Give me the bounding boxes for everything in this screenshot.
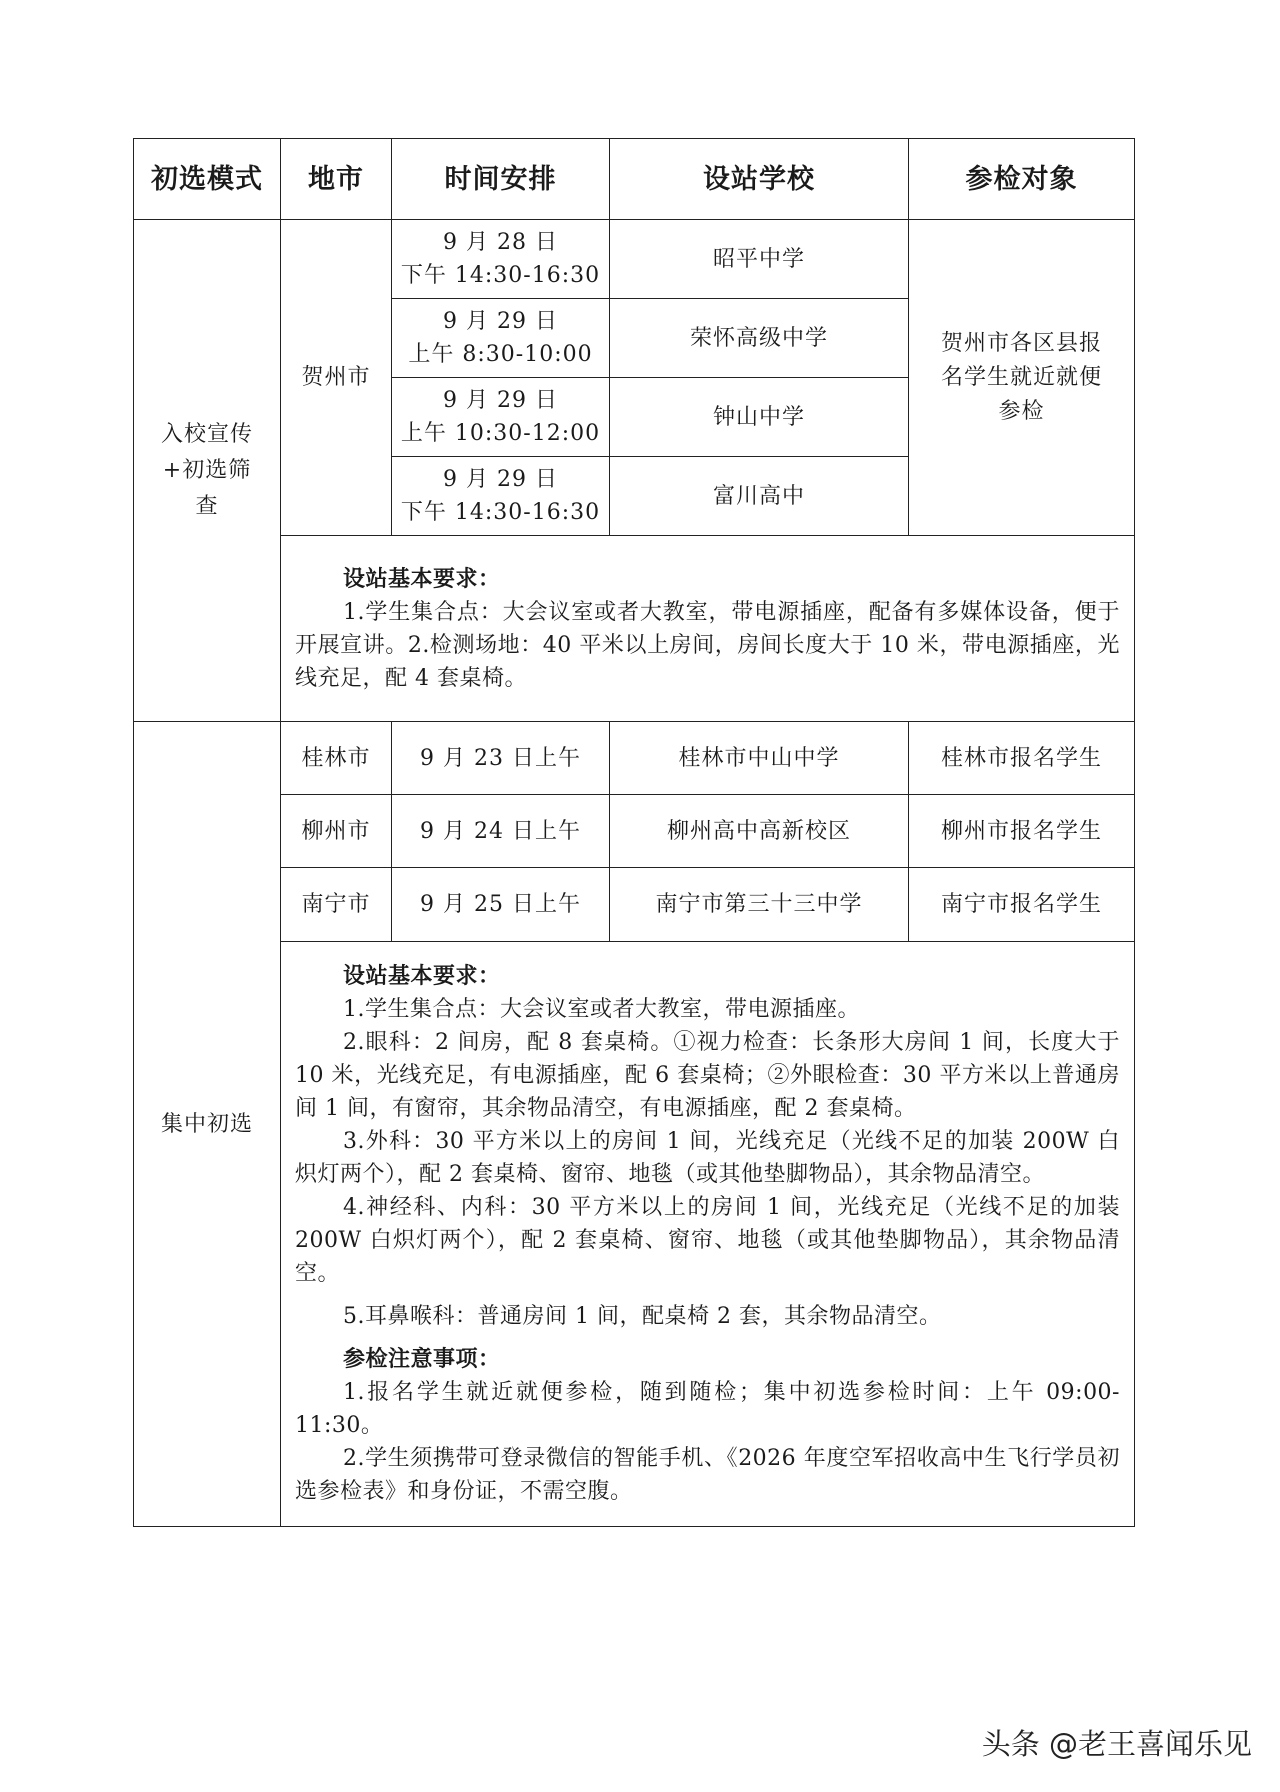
city-cell-hezhou: 贺州市 [281, 220, 392, 536]
schedule-table [133, 138, 1135, 1527]
table-row [134, 722, 1135, 795]
requirements-title: 设站基本要求： [343, 963, 501, 989]
header-school: 设站学校 [610, 139, 909, 220]
requirement-item: 2.眼科：2 间房，配 8 套桌椅。①视力检查：长条形大房间 1 间，长度大于 10 米，光线充足，有电源插座，配 6 套桌椅；②外眼检查：30 平方米以上普通房间 1 间，有窗帘，其余物品清空，有电源插座，配 2 套桌椅。 [295, 1030, 1120, 1121]
notice-item: 1.报名学生就近就便参检，随到随检；集中初选参检时间：上午 09:00-11:30。 [295, 1380, 1120, 1438]
mode-cell-school-visit: 入校宣传+初选筛查 [134, 220, 281, 722]
requirements-title: 设站基本要求： [343, 565, 501, 592]
table-row [134, 942, 1135, 1527]
time-cell: 9 月 24 日上午 [392, 795, 610, 868]
time-cell: 9 月 29 日 上午 8:30-10:00 [392, 299, 610, 378]
watermark: 头条 @老王喜闻乐见 [981, 1727, 1252, 1761]
table-row [134, 868, 1135, 942]
city-cell: 南宁市 [281, 868, 392, 942]
time-cell: 9 月 29 日 下午 14:30-16:30 [392, 457, 610, 536]
mode-cell-centralized: 集中初选 [134, 722, 281, 1527]
table-row [134, 795, 1135, 868]
target-cell: 南宁市报名学生 [909, 868, 1135, 942]
city-cell: 柳州市 [281, 795, 392, 868]
header-row [134, 139, 1135, 220]
notice-title: 参检注意事项： [343, 1346, 501, 1372]
time-cell: 9 月 23 日上午 [392, 722, 610, 795]
header-mode: 初选模式 [134, 139, 281, 220]
header-city: 地市 [281, 139, 392, 220]
school-cell: 桂林市中山中学 [610, 722, 909, 795]
school-cell: 柳州高中高新校区 [610, 795, 909, 868]
notice-item: 2.学生须携带可登录微信的智能手机、《2026 年度空军招收高中生飞行学员初选参检表》和身份证，不需空腹。 [295, 1446, 1120, 1504]
requirement-item: 4.神经科、内科：30 平方米以上的房间 1 间，光线充足（光线不足的加装 200W 白炽灯两个），配 2 套桌椅、窗帘、地毯（或其他垫脚物品），其余物品清空。 [295, 1195, 1120, 1286]
header-time: 时间安排 [392, 139, 610, 220]
requirement-item: 3.外科：30 平方米以上的房间 1 间，光线充足（光线不足的加装 200W 白炽灯两个），配 2 套桌椅、窗帘、地毯（或其他垫脚物品），其余物品清空。 [295, 1129, 1120, 1187]
school-cell: 富川高中 [610, 457, 909, 536]
time-cell: 9 月 29 日 上午 10:30-12:00 [392, 378, 610, 457]
target-cell: 柳州市报名学生 [909, 795, 1135, 868]
school-cell: 南宁市第三十三中学 [610, 868, 909, 942]
table-row [134, 536, 1135, 722]
time-cell: 9 月 25 日上午 [392, 868, 610, 942]
school-cell: 昭平中学 [610, 220, 909, 299]
target-cell: 桂林市报名学生 [909, 722, 1135, 795]
table-row [134, 220, 1135, 299]
requirements-text: 1.学生集合点：大会议室或者大教室，带电源插座，配备有多媒体设备，便于开展宣讲。2.检测场地：40 平米以上房间，房间长度大于 10 米，带电源插座，光线充足，配 4 套桌椅。 [295, 599, 1120, 691]
requirements-note-1 [281, 536, 1135, 722]
school-cell: 钟山中学 [610, 378, 909, 457]
requirement-item: 5.耳鼻喉科：普通房间 1 间，配桌椅 2 套，其余物品清空。 [343, 1304, 942, 1329]
city-cell: 桂林市 [281, 722, 392, 795]
requirements-note-2 [281, 942, 1135, 1527]
time-cell: 9 月 28 日 下午 14:30-16:30 [392, 220, 610, 299]
school-cell: 荣怀高级中学 [610, 299, 909, 378]
header-target: 参检对象 [909, 139, 1135, 220]
requirement-item: 1.学生集合点：大会议室或者大教室，带电源插座。 [343, 997, 860, 1022]
target-cell-hezhou: 贺州市各区县报名学生就近就便参检 [909, 220, 1135, 536]
